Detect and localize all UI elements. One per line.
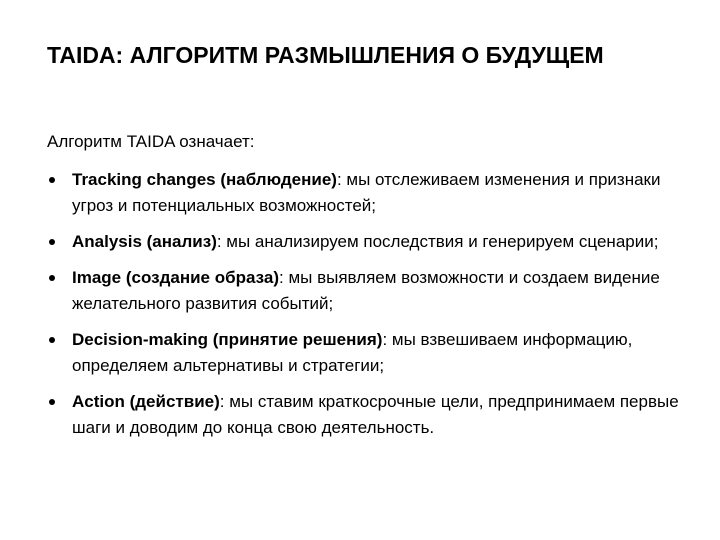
- bullet-description: : мы взвешиваем информацию, определяем альтернативы и стратегии;: [72, 330, 633, 375]
- bullet-dot-icon: [49, 337, 55, 343]
- bullet-item-analysis: [47, 229, 687, 255]
- bullet-term: Analysis (анализ): [72, 232, 217, 251]
- bullet-item-action: [47, 389, 687, 441]
- bullet-term: Decision-making (принятие решения): [72, 330, 383, 349]
- bullet-item-image: [47, 265, 687, 317]
- bullet-description: : мы ставим краткосрочные цели, предпринимаем первые шаги и доводим до конца свою деятельность.: [72, 392, 679, 437]
- bullet-dot-icon: [49, 239, 55, 245]
- bullet-item-tracking: [47, 167, 687, 219]
- bullet-dot-icon: [49, 275, 55, 281]
- bullet-list: [47, 167, 687, 451]
- bullet-description: : мы отслеживаем изменения и признаки угроз и потенциальных возможностей;: [72, 170, 661, 215]
- bullet-description: : мы выявляем возможности и создаем видение желательного развития событий;: [72, 268, 660, 313]
- bullet-item-decision: [47, 327, 687, 379]
- bullet-dot-icon: [49, 177, 55, 183]
- slide-title: TAIDA: АЛГОРИТМ РАЗМЫШЛЕНИЯ О БУДУЩЕМ: [47, 42, 604, 68]
- bullet-term: Image (создание образа): [72, 268, 279, 287]
- bullet-description: : мы анализируем последствия и генерируем сценарии;: [216, 232, 659, 251]
- bullet-dot-icon: [49, 399, 55, 405]
- bullet-term: Tracking changes (наблюдение): [72, 170, 337, 189]
- bullet-term: Action (действие): [72, 392, 220, 411]
- intro-text: Алгоритм TAIDA означает:: [47, 132, 255, 151]
